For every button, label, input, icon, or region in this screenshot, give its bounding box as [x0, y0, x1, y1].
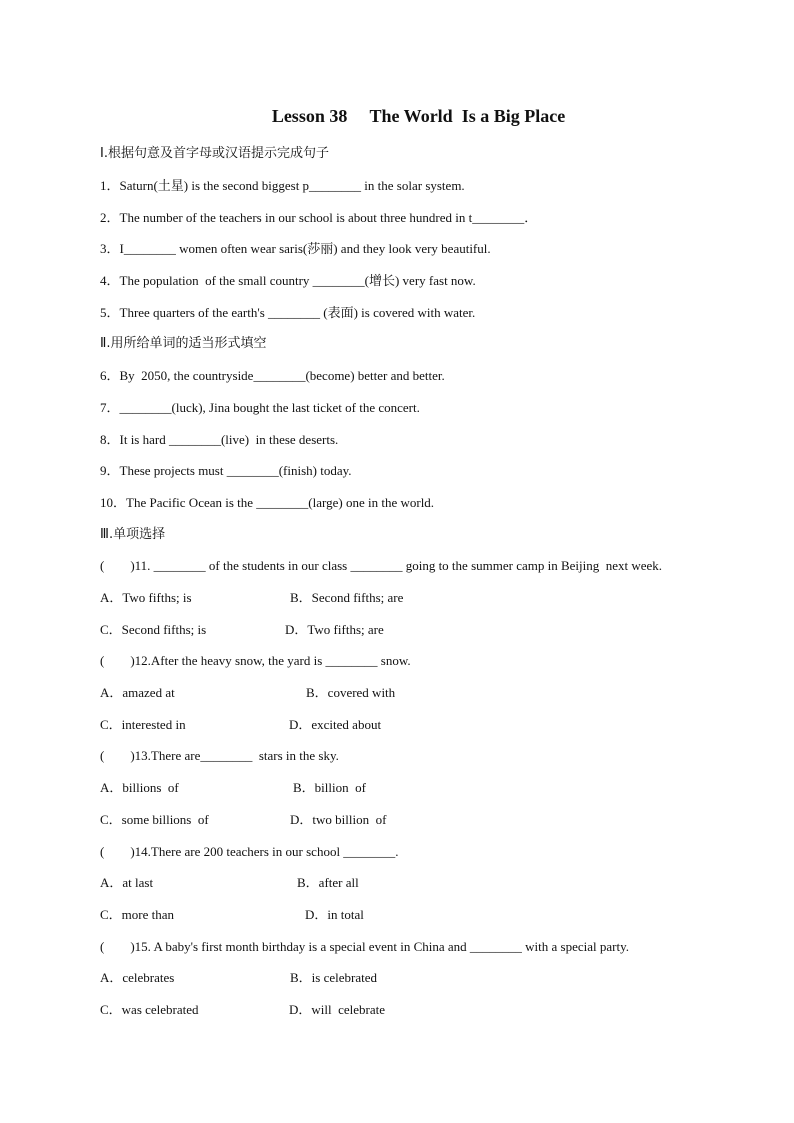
question-13-stem: ( )13.There are________ stars in the sky.: [100, 748, 339, 763]
question-3: 3．I________ women often wear saris(莎丽) and they look very beautiful.: [100, 241, 491, 256]
question-12-option-a: A．amazed at: [100, 685, 175, 700]
question-14-stem: ( )14.There are 200 teachers in our school ________.: [100, 844, 399, 859]
question-10: 10．The Pacific Ocean is the ________(large) one in the world.: [100, 495, 435, 510]
question-8: 8．It is hard ________(live) in these deserts.: [100, 432, 339, 447]
section-2-heading: Ⅱ.用所给单词的适当形式填空: [100, 336, 267, 351]
question-14-option-c: C．more than: [100, 907, 175, 922]
question-6: 6．By 2050, the countryside________(become) better and better.: [100, 368, 445, 383]
page-title: Lesson 38 The World Is a Big Place: [271, 106, 566, 126]
question-15-option-a: A．celebrates: [100, 970, 175, 985]
question-15-option-c: C．was celebrated: [100, 1002, 199, 1017]
question-14-option-b: B．after all: [297, 875, 359, 890]
question-11-option-c: C．Second fifths; is: [100, 622, 207, 637]
question-12-option-d: D．excited about: [289, 717, 382, 732]
question-12-stem: ( )12.After the heavy snow, the yard is ________ snow.: [100, 653, 411, 668]
question-2: 2．The number of the teachers in our school is about three hundred in t________．: [100, 210, 538, 225]
question-13-option-a: A．billions of: [100, 780, 179, 795]
question-15-stem: ( )15. A baby's first month birthday is a special event in China and ________ with a special party.: [100, 939, 629, 954]
question-13-option-d: D．two billion of: [290, 812, 387, 827]
question-1: 1．Saturn(土星) is the second biggest p________ in the solar system.: [100, 178, 465, 193]
section-1-heading: Ⅰ.根据句意及首字母或汉语提示完成句子: [100, 146, 329, 161]
question-5: 5．Three quarters of the earth's ________ (表面) is covered with water.: [100, 305, 476, 320]
question-7: 7．________(luck), Jina bought the last ticket of the concert.: [100, 400, 420, 415]
question-14-option-a: A．at last: [100, 875, 154, 890]
question-11-option-a: A．Two fifths; is: [100, 590, 192, 605]
question-13-option-b: B．billion of: [293, 780, 366, 795]
question-12-option-b: B．covered with: [306, 685, 396, 700]
question-15-option-d: D．will celebrate: [289, 1002, 386, 1017]
question-13-option-c: C．some billions of: [100, 812, 209, 827]
question-11-option-d: D．Two fifths; are: [285, 622, 384, 637]
question-12-option-c: C．interested in: [100, 717, 186, 732]
section-3-heading: Ⅲ.单项选择: [100, 527, 166, 542]
question-9: 9．These projects must ________(finish) today.: [100, 463, 352, 478]
question-14-option-d: D．in total: [305, 907, 364, 922]
question-11-stem: ( )11. ________ of the students in our class ________ going to the summer camp in Beijing next week.: [100, 558, 663, 573]
question-11-option-b: B．Second fifths; are: [290, 590, 404, 605]
question-4: 4．The population of the small country ________(增长) very fast now.: [100, 273, 476, 288]
question-15-option-b: B．is celebrated: [290, 970, 377, 985]
